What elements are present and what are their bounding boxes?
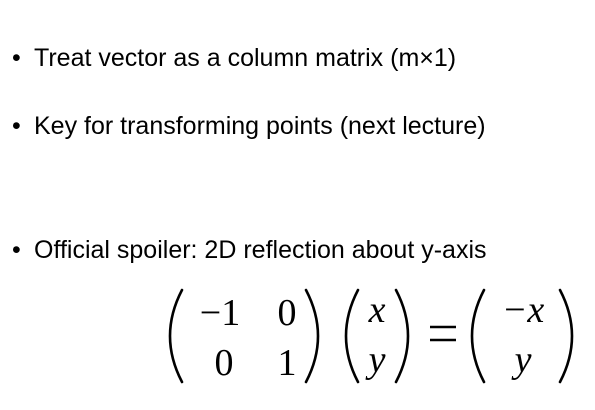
bullet-marker: •	[12, 44, 21, 72]
equals-sign	[430, 327, 456, 340]
vector-entry-x: x	[368, 289, 386, 331]
matrix-right-paren	[306, 290, 318, 382]
bullet-marker: •	[12, 112, 21, 140]
matrix-entry-r1c1: −1	[199, 292, 241, 334]
result-left-paren	[472, 290, 484, 382]
matrix-left-paren	[170, 290, 182, 382]
bullet-text: Key for transforming points (next lecture)	[34, 112, 486, 140]
bullet-marker: •	[12, 236, 21, 264]
vector-entry-y: y	[368, 339, 386, 381]
bullet-text: Treat vector as a column matrix (m×1)	[34, 44, 457, 72]
matrix-entry-r2c1: 0	[214, 342, 234, 384]
vector-right-paren	[396, 290, 408, 382]
matrix-entry-r1c2: 0	[277, 292, 297, 334]
result-entry-neg-x: −x	[501, 289, 545, 331]
result-entry-y: y	[514, 339, 532, 381]
result-right-paren	[560, 290, 572, 382]
bullet-text: Official spoiler: 2D reflection about y-axis	[34, 236, 487, 264]
matrix-entry-r2c2: 1	[277, 342, 297, 384]
vector-left-paren	[346, 290, 358, 382]
